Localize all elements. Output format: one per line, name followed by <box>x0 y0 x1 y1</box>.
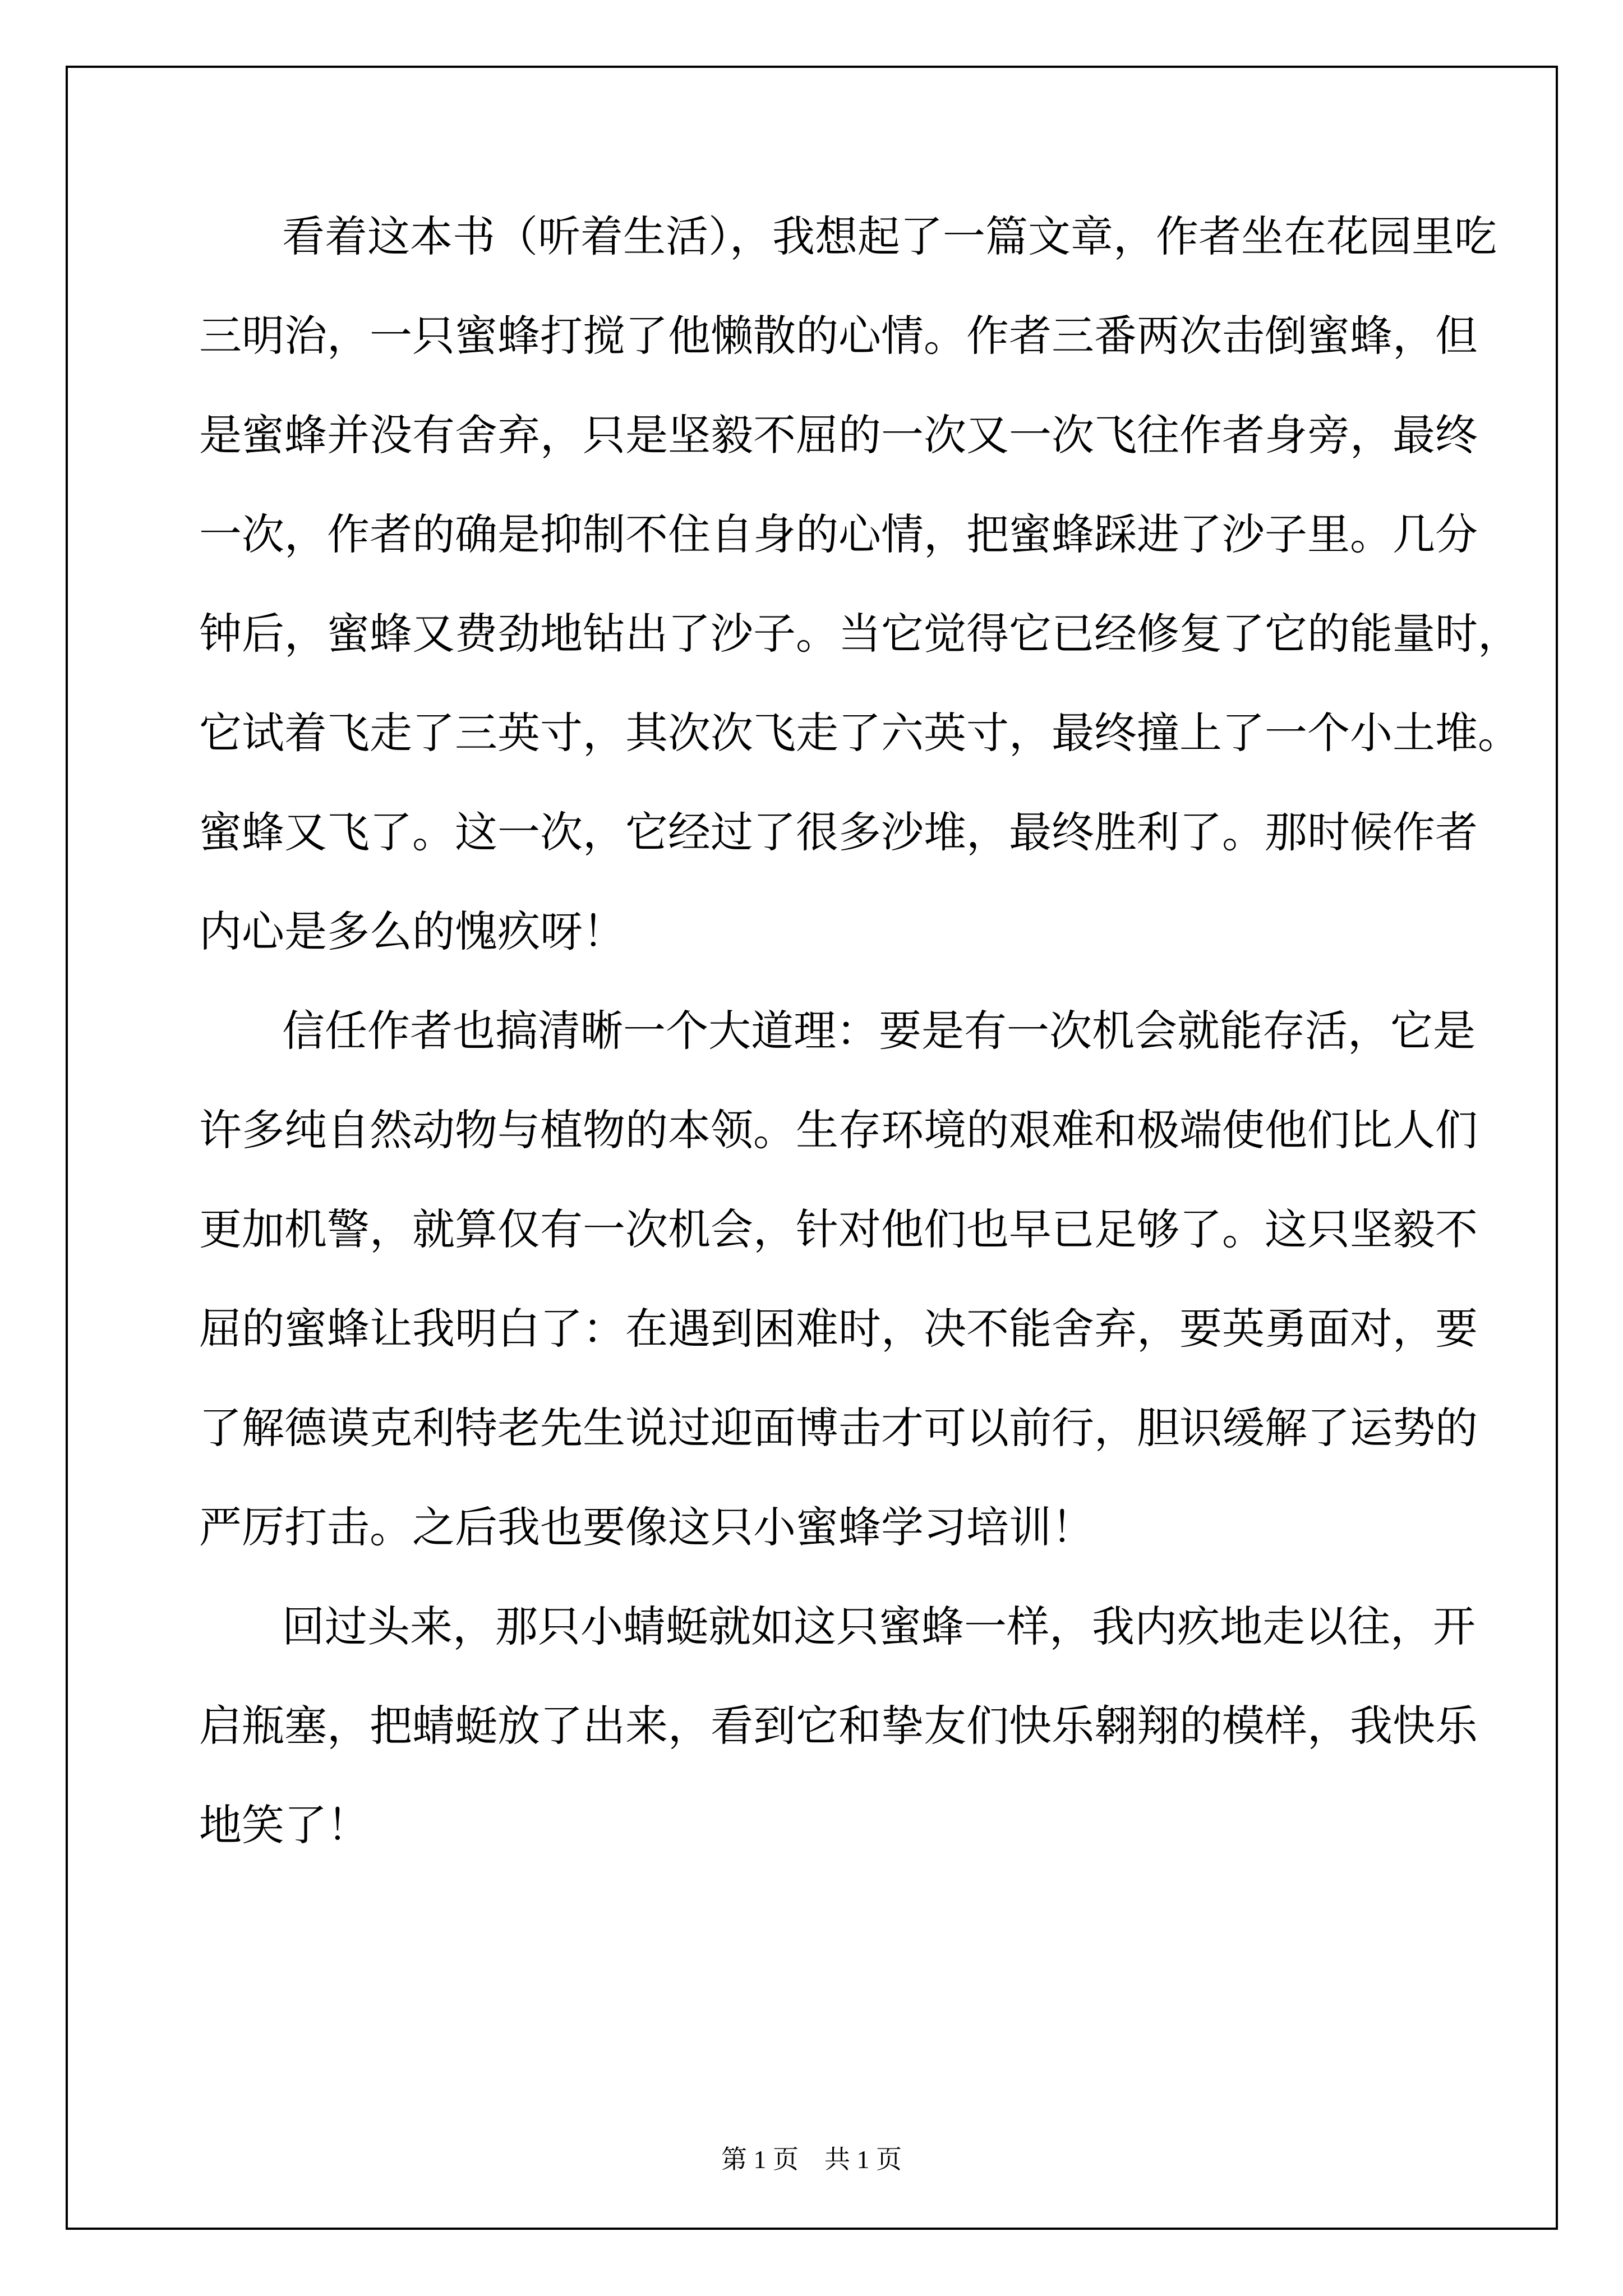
text-line: 地笑了！ <box>199 1800 370 1850</box>
text-line: 它试着飞走了三英寸，其次次飞走了六英寸，最终撞上了一个小土堆。 <box>199 708 1520 758</box>
text-line: 屈的蜜蜂让我明白了：在遇到困难时，决不能舍弃，要英勇面对，要 <box>199 1304 1478 1354</box>
page-footer: 第 1 页 共 1 页 <box>721 2145 902 2174</box>
text-line: 一次，作者的确是抑制不住自身的心情，把蜜蜂踩进了沙子里。几分 <box>199 509 1478 559</box>
text-line: 更加机警，就算仅有一次机会，针对他们也早已足够了。这只坚毅不 <box>199 1204 1478 1254</box>
text-line: 三明治，一只蜜蜂打搅了他懒散的心情。作者三番两次击倒蜜蜂，但 <box>199 311 1478 361</box>
text-line: 严厉打击。之后我也要像这只小蜜蜂学习培训！ <box>199 1502 1094 1552</box>
text-line: 了解德谟克利特老先生说过迎面博击才可以前行，胆识缓解了运势的 <box>199 1403 1478 1453</box>
text-line: 是蜜蜂并没有舍弃，只是坚毅不屈的一次又一次飞往作者身旁，最终 <box>199 410 1478 460</box>
text-line: 看着这本书（听着生活），我想起了一篇文章，作者坐在花园里吃 <box>282 211 1497 261</box>
text-line: 钟后，蜜蜂又费劲地钻出了沙子。当它觉得它已经修复了它的能量时， <box>199 609 1520 659</box>
text-line: 内心是多么的愧疚呀！ <box>199 907 625 956</box>
text-line: 许多纯自然动物与植物的本领。生存环境的艰难和极端使他们比人们 <box>199 1105 1478 1155</box>
text-line: 启瓶塞，把蜻蜓放了出来，看到它和挚友们快乐翱翔的模样，我快乐 <box>199 1701 1478 1751</box>
text-line: 回过头来，那只小蜻蜓就如这只蜜蜂一样，我内疚地走以往，开 <box>282 1602 1476 1651</box>
text-line: 蜜蜂又飞了。这一次，它经过了很多沙堆，最终胜利了。那时候作者 <box>199 807 1478 857</box>
text-line: 信任作者也搞清晰一个大道理：要是有一次机会就能存活，它是 <box>282 1006 1476 1056</box>
